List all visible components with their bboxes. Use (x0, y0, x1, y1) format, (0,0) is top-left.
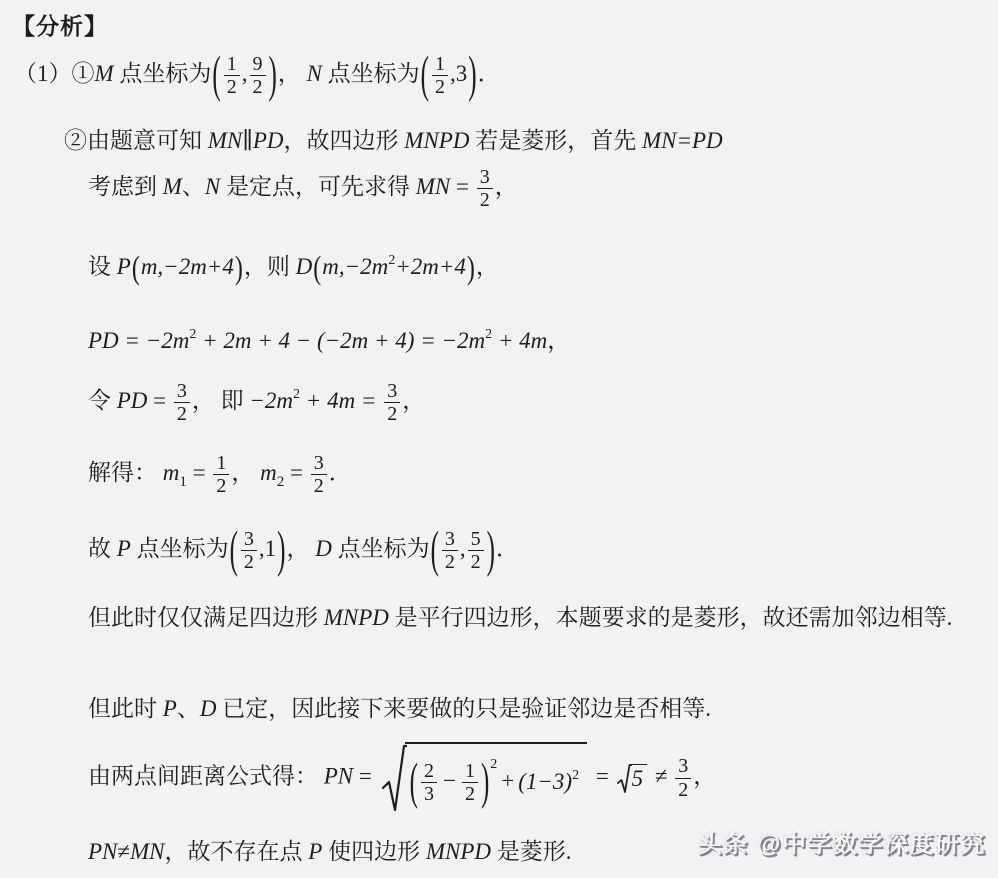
math-var: P (308, 839, 323, 864)
exponent: 2 (490, 756, 498, 772)
text-run: 、 (181, 174, 205, 200)
equals-sign: = (284, 460, 309, 486)
left-paren: ( (212, 48, 221, 104)
comma: ， (475, 254, 499, 279)
text-run: 设 (88, 254, 117, 279)
text-run: 令 (88, 388, 117, 414)
fraction-numerator: 3 (479, 166, 490, 188)
fraction (384, 380, 400, 426)
fraction-denominator: 2 (468, 550, 484, 573)
subscript: 1 (179, 474, 187, 491)
right-paren: ) (466, 251, 475, 287)
fraction (224, 53, 240, 99)
fraction (442, 528, 458, 574)
text-run: 考虑到 (88, 174, 163, 200)
text-run: ， (231, 460, 261, 486)
math-expression: m,−2m (322, 254, 389, 279)
parallel-symbol: ∥ (242, 128, 253, 153)
fraction-numerator: 5 (470, 528, 481, 550)
text-run: 点坐标为 (130, 536, 229, 562)
fraction-numerator: 2 (423, 759, 434, 782)
text-run: ，故四边形 (283, 128, 405, 153)
fraction-denominator: 2 (675, 778, 691, 801)
text-run: 解得： (88, 460, 163, 486)
math-var: PD (116, 388, 148, 414)
text-run: 是菱形. (491, 839, 572, 864)
math-var: D (199, 696, 217, 721)
line-coordinates-pd (88, 523, 519, 579)
fraction-numerator: 3 (387, 380, 398, 402)
fraction-denominator: 2 (174, 402, 190, 425)
fraction-numerator: 1 (464, 759, 475, 782)
exponent: 2 (293, 387, 301, 403)
fraction (468, 528, 484, 574)
exponent: 2 (388, 253, 396, 268)
math-var: D (315, 536, 332, 562)
fraction-numerator: 1 (216, 452, 227, 474)
watermark: 头条 @中学数学深度研究 (697, 831, 986, 858)
fraction (432, 53, 448, 99)
math-expression: + 4m (492, 328, 548, 353)
fraction (250, 53, 266, 99)
paragraph-verify-note (88, 690, 711, 723)
minus-sign: − (442, 767, 456, 793)
comma: ， (693, 763, 717, 789)
math-expression: m,−2m+4 (140, 254, 234, 279)
text-run: ，则 (243, 254, 296, 279)
radical-sign (381, 744, 407, 814)
math-expression: +2m+4 (395, 254, 466, 279)
paragraph-parallelogram-note (88, 598, 976, 639)
math-var: MN (415, 174, 451, 200)
right-paren: ) (277, 523, 286, 579)
math-var: MN (130, 839, 165, 864)
right-paren: ) (480, 754, 490, 811)
fraction-denominator: 2 (432, 75, 448, 98)
text-run: 点坐标为 (321, 61, 420, 87)
math-var: P (116, 254, 131, 279)
square-root-five (617, 763, 648, 794)
text-run: 、 (176, 696, 200, 721)
text-run: 故 (88, 536, 117, 562)
plus-sign: + (501, 768, 515, 793)
math-var: P (162, 696, 177, 721)
math-var: m (260, 460, 277, 486)
fraction-numerator: 3 (678, 755, 689, 778)
math-var: M (94, 61, 114, 87)
fraction (311, 452, 327, 498)
fraction-denominator: 2 (462, 782, 478, 805)
line-coordinates-mn (14, 48, 501, 104)
math-var: m (162, 460, 180, 486)
left-paren: ( (430, 523, 439, 579)
period: ． (496, 536, 519, 562)
comma: ， (402, 388, 426, 414)
fraction-numerator: 9 (252, 53, 263, 75)
line-pd-expression (88, 322, 570, 355)
text-run: 若是菱形，首先 (469, 128, 642, 153)
text-run: 但此时仅仅满足四边形 (88, 605, 324, 630)
text-run: 由两点间距离公式得： (88, 763, 324, 789)
subscript: 2 (276, 474, 285, 491)
line-define-pd (88, 248, 499, 287)
math-var: PN (88, 839, 118, 864)
math-var: M (162, 174, 182, 200)
exponent: 2 (189, 327, 197, 342)
fraction-denominator: 2 (250, 75, 266, 98)
fraction (675, 755, 691, 801)
text-run: 是定点，可先求得 (220, 174, 416, 200)
line-parallel-statement (64, 122, 723, 155)
left-paren: ( (420, 48, 429, 104)
fraction (174, 380, 190, 426)
math-var: N (204, 174, 221, 200)
text-run: 已定，因此接下来要做的只是验证邻边是否相等. (216, 696, 711, 721)
fraction (477, 166, 493, 212)
line-solutions-m (88, 452, 352, 498)
text-run: 使四边形 (322, 839, 426, 864)
math-var: PN (323, 763, 354, 789)
text-run: 点坐标为 (331, 536, 430, 562)
math-var: PD (88, 328, 119, 353)
fraction-denominator: 2 (224, 75, 240, 98)
math-var: PD (252, 128, 284, 153)
right-paren: ) (486, 523, 495, 579)
fraction-numerator: 1 (435, 53, 445, 75)
left-paren: ( (131, 251, 140, 287)
not-equal-sign: ≠ (649, 763, 674, 789)
fraction-denominator: 2 (241, 550, 257, 573)
math-expression: = −2m (118, 328, 190, 353)
math-var: MN (207, 128, 243, 153)
right-paren: ) (468, 48, 477, 104)
comma: ， (547, 328, 571, 353)
text-run: 是平行四边形，本题要求的是菱形，故还需加邻边相等. (388, 605, 953, 630)
exponent: 2 (572, 767, 580, 783)
text-run: ,3 (450, 61, 468, 87)
equals-sign: = (590, 763, 615, 789)
text-run: 点坐标为 (113, 61, 212, 87)
radicand: 5 (630, 764, 648, 794)
text-run: ，故不存在点 (164, 839, 309, 864)
not-equal-sign: ≠ (117, 839, 131, 864)
math-var: MNPD (404, 128, 470, 153)
fraction-numerator: 1 (226, 53, 237, 75)
equals-sign: = (450, 174, 475, 200)
text-run: 但此时 (88, 696, 163, 721)
equals-sign: = (353, 763, 378, 789)
text-run: ,1 (258, 536, 277, 562)
math-expression: (1−3) (518, 768, 573, 794)
fraction-denominator: 2 (311, 474, 327, 497)
right-paren: ) (268, 48, 277, 104)
fraction-denominator: 2 (384, 402, 400, 425)
radicand (405, 742, 587, 814)
math-expression: −2m (249, 388, 294, 414)
fraction (421, 760, 437, 806)
math-var: P (116, 536, 131, 562)
analysis-header-text: 【分析】 (12, 14, 108, 39)
math-expression: + 2m + 4 − (−2m + 4) = −2m (196, 328, 486, 353)
math-var: MNPD (323, 605, 389, 630)
period: ． (328, 460, 352, 486)
fraction-denominator: 2 (213, 474, 229, 497)
fraction-numerator: 3 (243, 528, 254, 550)
comma: , (459, 536, 466, 562)
fraction-denominator: 2 (442, 550, 458, 573)
comma: , (241, 61, 248, 87)
line-mn-length (88, 166, 518, 212)
period: ． (477, 61, 501, 87)
text-run: ， (286, 536, 316, 562)
math-expression: MN=PD (641, 128, 723, 153)
exponent: 2 (485, 327, 493, 342)
fraction (462, 760, 478, 806)
math-expression: + 4m = (300, 388, 383, 414)
left-paren: ( (313, 251, 322, 287)
left-paren: ( (229, 523, 238, 579)
text-run: （1）① (14, 61, 95, 87)
equals-sign: = (147, 388, 172, 414)
fraction-denominator: 2 (477, 188, 493, 211)
squared-term-group (518, 768, 579, 795)
equals-sign: = (186, 460, 212, 486)
fraction-numerator: 3 (176, 380, 187, 402)
math-var: MNPD (425, 839, 491, 864)
line-distance-formula (88, 742, 716, 814)
fraction (213, 452, 229, 498)
line-conclusion (88, 833, 572, 866)
line-set-pd-equation (88, 380, 425, 426)
text-run: ， 即 (191, 388, 250, 414)
left-paren: ( (409, 754, 418, 811)
fraction-denominator: 3 (421, 782, 437, 805)
text-run: ， (277, 61, 307, 87)
math-var: D (295, 254, 313, 279)
comma: ， (494, 174, 518, 200)
square-root (381, 742, 587, 814)
text-run: ②由题意可知 (64, 128, 208, 153)
math-var: N (306, 61, 322, 87)
right-paren: ) (234, 251, 243, 287)
fraction-numerator: 3 (313, 452, 324, 474)
analysis-header (12, 8, 108, 41)
squared-difference-group (409, 754, 498, 811)
fraction (241, 528, 257, 574)
fraction-numerator: 3 (444, 528, 455, 550)
